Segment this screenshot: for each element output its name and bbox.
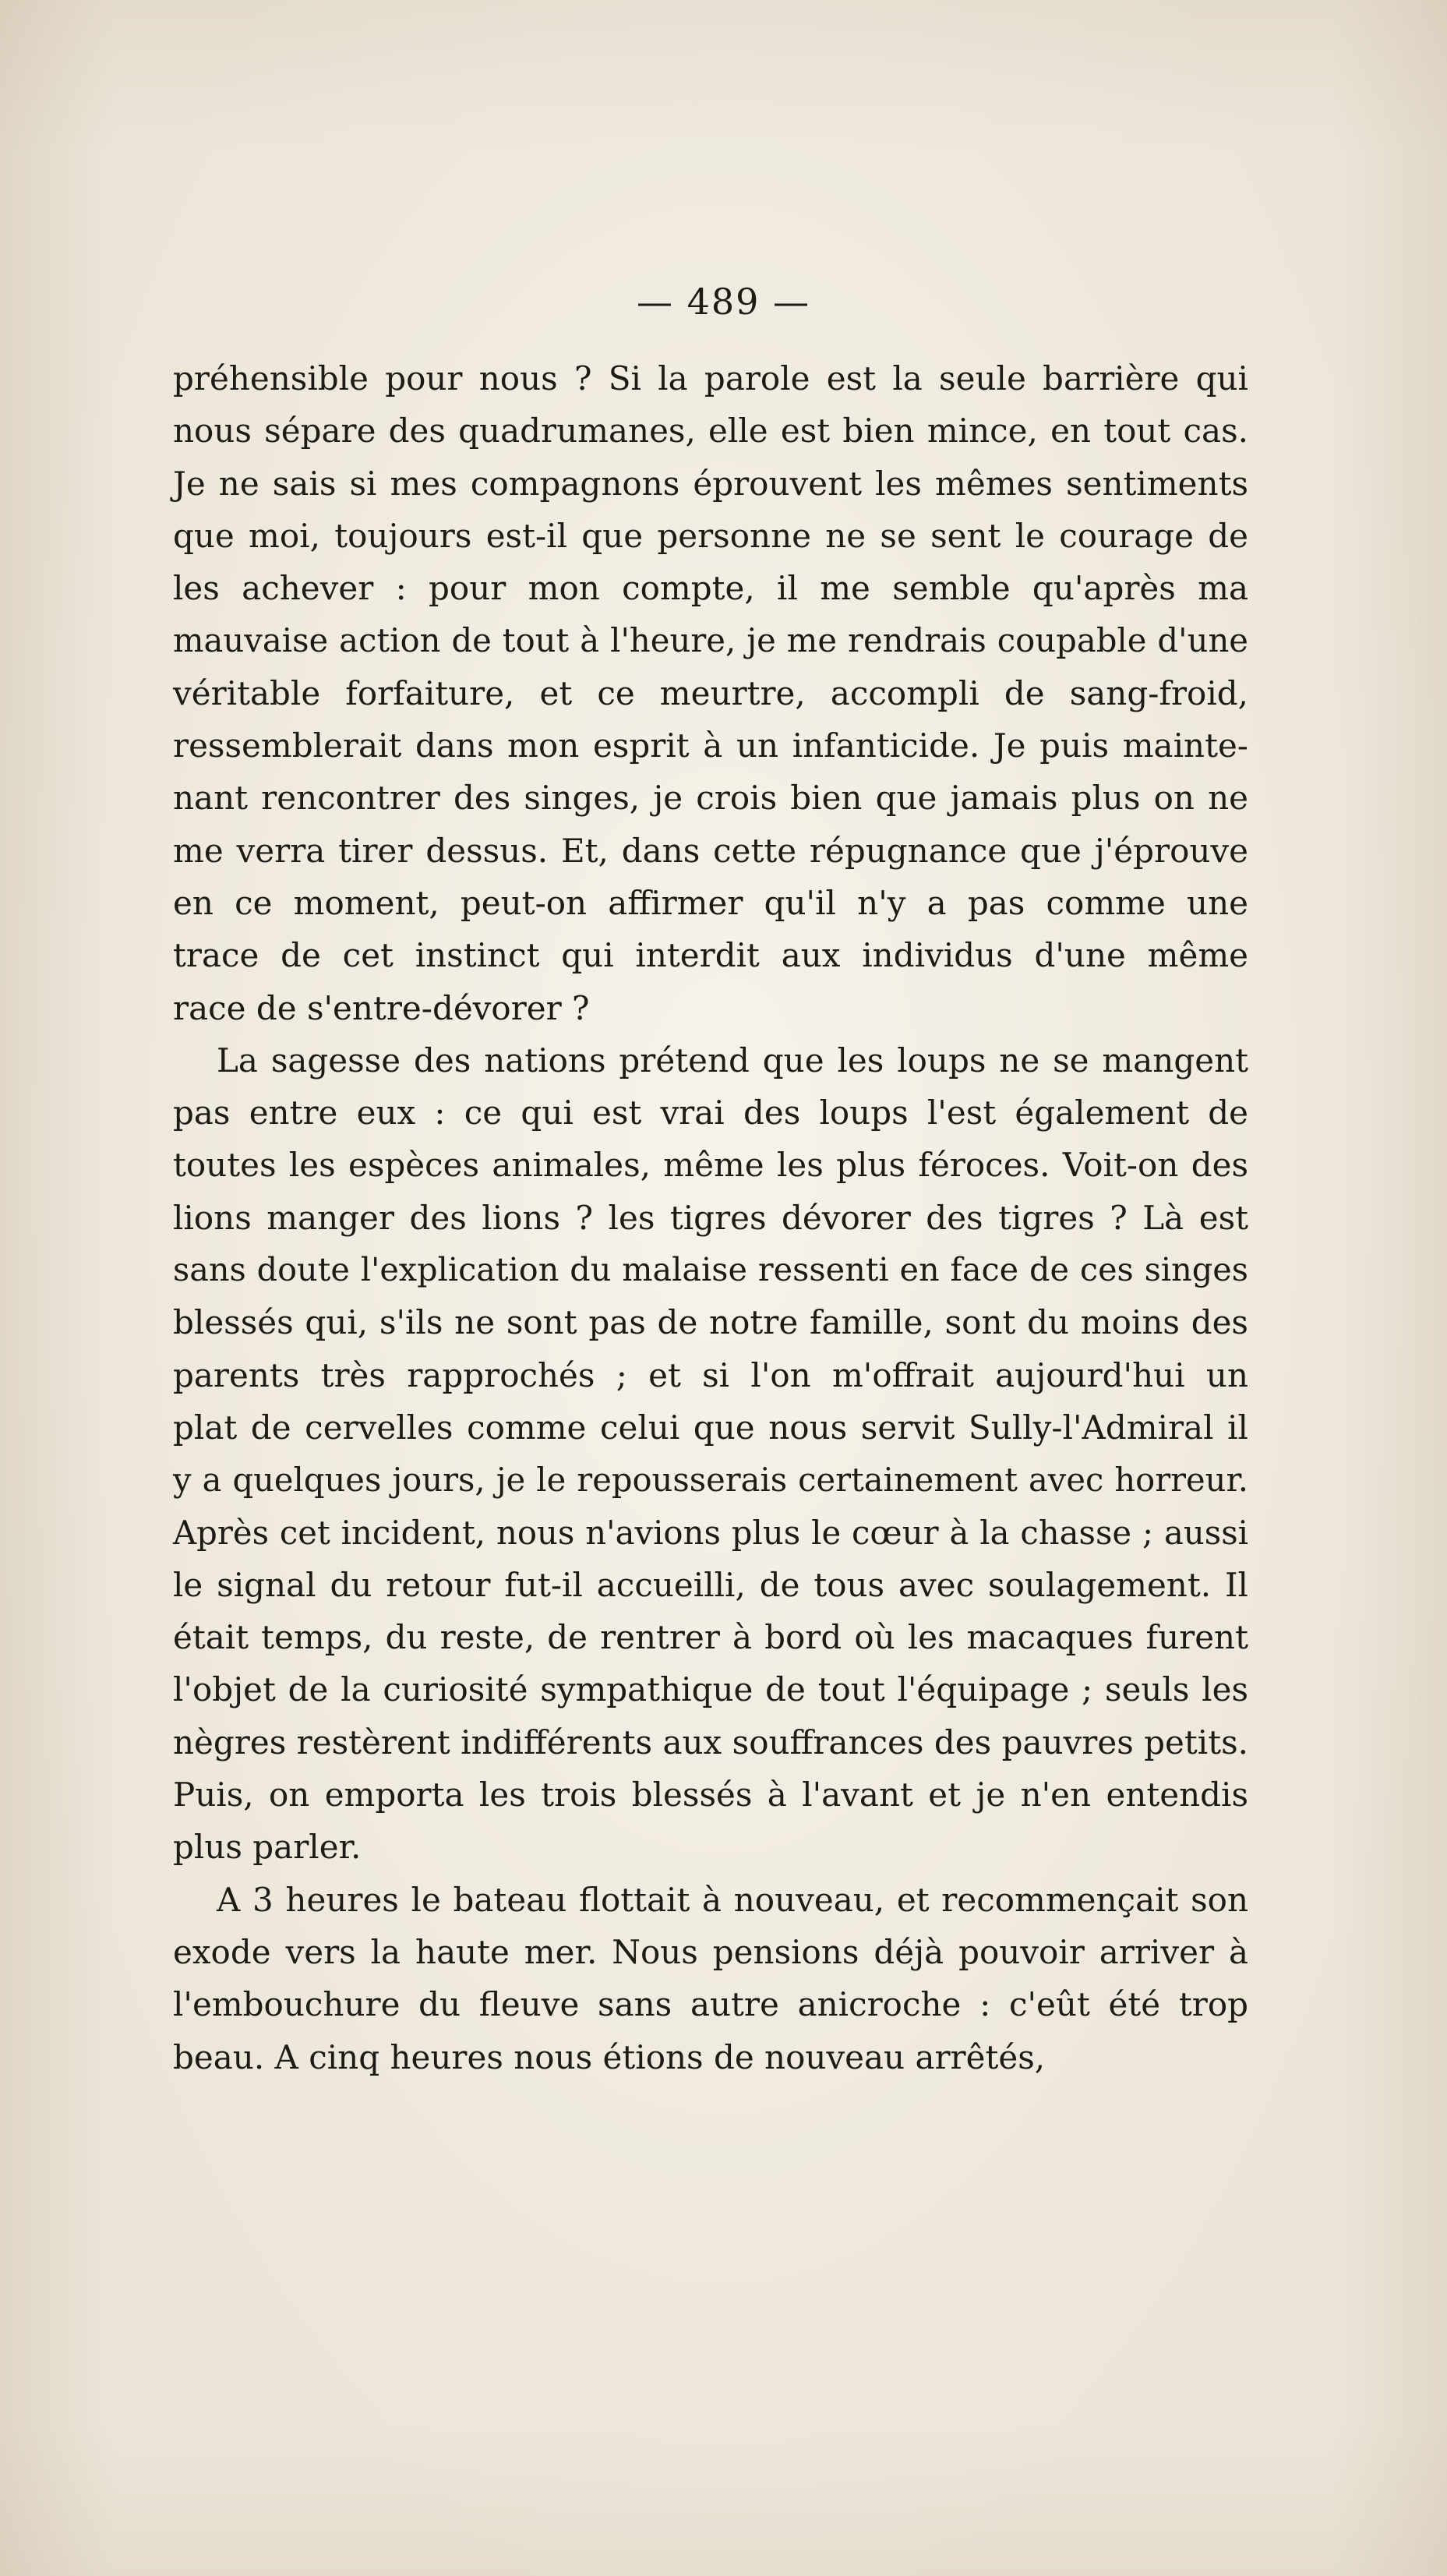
- paragraph: [173, 352, 1248, 1034]
- text-line: blessés qui, s'ils ne sont pas de notre famille, sont du moins des: [173, 1303, 1248, 1342]
- text-line: plus parler.: [173, 1828, 362, 1867]
- paragraph: [173, 1874, 1248, 2083]
- text-line: exode vers la haute mer. Nous pensions déjà pouvoir arriver à: [173, 1932, 1248, 1971]
- text-line: lions manger des lions ? les tigres dévorer des tigres ? Là est: [173, 1198, 1248, 1237]
- text-line: parents très rapprochés ; et si l'on m'offrait aujourd'hui un: [173, 1355, 1248, 1394]
- text-line: La sagesse des nations prétend que les loups ne se mangent: [217, 1041, 1248, 1080]
- text-line: Après cet incident, nous n'avions plus le cœur à la chasse ; aussi: [173, 1513, 1248, 1552]
- text-line: race de s'entre-dévorer ?: [173, 988, 590, 1027]
- text-line: était temps, du reste, de rentrer à bord où les macaques furent: [173, 1618, 1248, 1657]
- page-number: — 489 —: [636, 281, 811, 323]
- text-line: pas entre eux : ce qui est vrai des loups l'est également de: [173, 1094, 1248, 1133]
- text-line: nant rencontrer des singes, je crois bien que jamais plus on ne: [173, 779, 1248, 818]
- text-line: le signal du retour fut-il accueilli, de tous avec soulagement. Il: [173, 1565, 1248, 1604]
- text-line: nègres restèrent indifférents aux souffrances des pauvres petits.: [173, 1723, 1248, 1762]
- text-line: y a quelques jours, je le repousserais certainement avec horreur.: [173, 1461, 1248, 1500]
- text-line: mauvaise action de tout à l'heure, je me rendrais coupable d'une: [173, 621, 1248, 660]
- text-line: trace de cet instinct qui interdit aux individus d'une même: [173, 936, 1248, 975]
- text-line: me verra tirer dessus. Et, dans cette répugnance que j'éprouve: [173, 831, 1248, 870]
- text-line: beau. A cinq heures nous étions de nouveau arrêtés,: [173, 2037, 1046, 2076]
- text-line: Puis, on emporta les trois blessés à l'avant et je n'en entendis: [173, 1776, 1248, 1815]
- text-line: l'embouchure du fleuve sans autre anicroche : c'eût été trop: [173, 1985, 1248, 2024]
- text-line: les achever : pour mon compte, il me semble qu'après ma: [173, 569, 1248, 608]
- text-line: nous sépare des quadrumanes, elle est bien mince, en tout cas.: [173, 412, 1248, 451]
- body-text: [173, 352, 1248, 2083]
- text-line: plat de cervelles comme celui que nous servit Sully-l'Admiral il: [173, 1408, 1248, 1447]
- text-line: que moi, toujours est-il que personne ne se sent le courage de: [173, 516, 1248, 555]
- text-line: A 3 heures le bateau flottait à nouveau, et recommençait son: [217, 1880, 1248, 1919]
- text-line: véritable forfaiture, et ce meurtre, accompli de sang-froid,: [173, 673, 1248, 712]
- text-line: en ce moment, peut-on affirmer qu'il n'y a pas comme une: [173, 883, 1248, 922]
- text-line: ressemblerait dans mon esprit à un infanticide. Je puis mainte-: [173, 726, 1248, 765]
- text-line: l'objet de la curiosité sympathique de tout l'équipage ; seuls les: [173, 1670, 1248, 1709]
- text-line: préhensible pour nous ? Si la parole est la seule barrière qui: [173, 359, 1248, 398]
- text-line: Je ne sais si mes compagnons éprouvent les mêmes sentiments: [173, 464, 1248, 503]
- text-line: sans doute l'explication du malaise ressenti en face de ces singes: [173, 1251, 1248, 1289]
- text-line: toutes les espèces animales, même les plus féroces. Voit-on des: [173, 1146, 1248, 1185]
- paragraph: [173, 1034, 1248, 1874]
